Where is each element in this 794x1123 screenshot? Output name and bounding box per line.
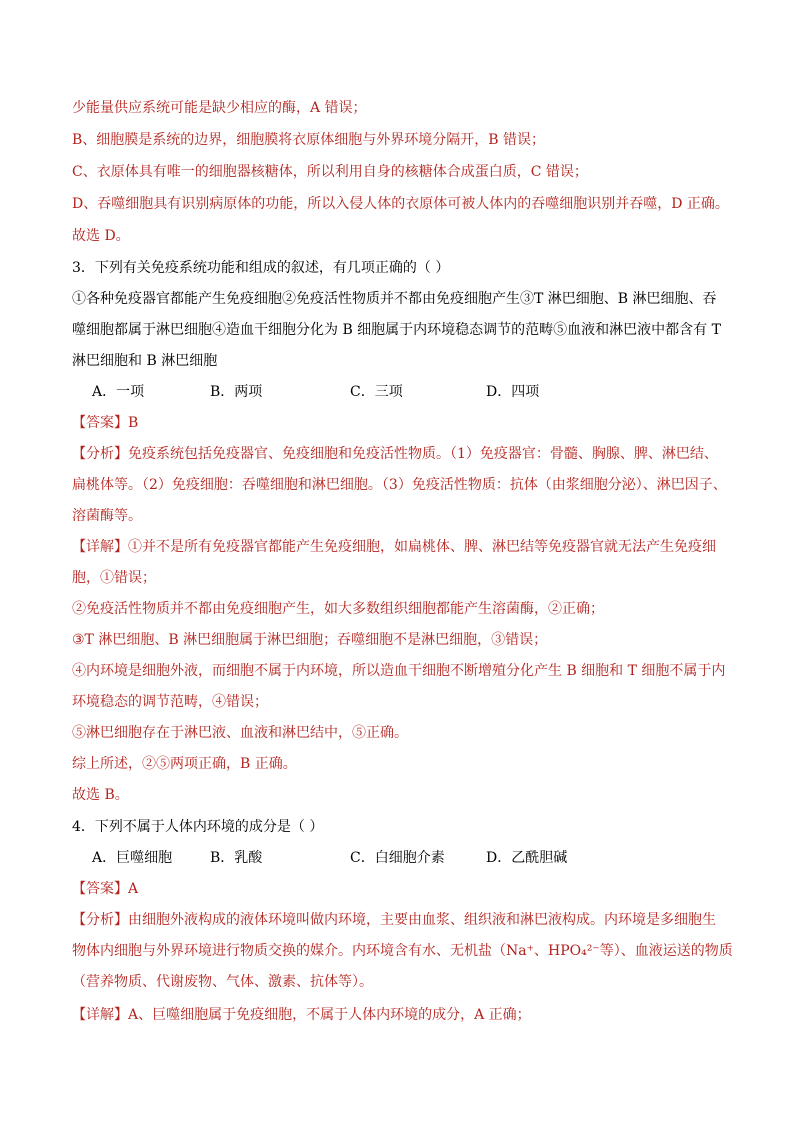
detail-tag: 【详解】 xyxy=(72,539,128,555)
q3-detail-line-4: ③T 淋巴细胞、B 淋巴细胞属于淋巴细胞；吞噬细胞不是淋巴细胞，③错误； xyxy=(72,632,548,648)
q3-option-d: D．四项 xyxy=(486,384,540,400)
q4-detail-line-1 xyxy=(72,1003,732,1027)
q2-line-2: B、细胞膜是系统的边界，细胞膜将衣原体细胞与外界环境分隔开，B 错误； xyxy=(72,132,546,148)
answer-value: B xyxy=(128,415,139,431)
q3-item-line-2: 噬细胞都属于淋巴细胞④造血干细胞分化为 B 细胞属于内环境稳态调节的范畴⑤血液和淋巴液中都含有 T xyxy=(72,322,721,338)
q3-option-a: A．一项 xyxy=(92,384,145,400)
answer-tag: 【答案】 xyxy=(72,881,128,897)
q3-analysis-line-1 xyxy=(72,442,732,466)
answer-tag: 【答案】 xyxy=(72,415,128,431)
detail-text: ①并不是所有免疫器官都能产生免疫细胞，如扁桃体、脾、淋巴结等免疫器官就无法产生免疫细 xyxy=(128,539,716,555)
q3-analysis-line-2: 扁桃体等。（2）免疫细胞：吞噬细胞和淋巴细胞。（3）免疫活性物质：抗体（由浆细胞分泌）、淋巴因子、 xyxy=(72,477,727,493)
q3-detail-line-6: 环境稳态的调节范畴，④错误； xyxy=(72,694,268,710)
q3-detail-line-1 xyxy=(72,535,732,559)
q3-analysis-line-3: 溶菌酶等。 xyxy=(72,508,142,524)
q3-option-b: B．两项 xyxy=(210,384,263,400)
q3-item-line-1: ①各种免疫器官都能产生免疫细胞②免疫活性物质并不都由免疫细胞产生③T 淋巴细胞、B 淋巴细胞、吞 xyxy=(72,291,717,307)
q2-line-1: 少能量供应系统可能是缺少相应的酶，A 错误； xyxy=(72,100,367,116)
q2-line-3: C、衣原体具有唯一的细胞器核糖体，所以利用自身的核糖体合成蛋白质，C 错误； xyxy=(72,164,588,180)
q3-answer xyxy=(72,411,732,435)
q3-detail-line-5: ④内环境是细胞外液，而细胞不属于内环境，所以造血干细胞不断增殖分化产生 B 细胞和 T 细胞不属于内 xyxy=(72,663,726,679)
q2-line-4: D、吞噬细胞具有识别病原体的功能，所以入侵人体的衣原体可被人体内的吞噬细胞识别并吞噬，D 正确。 xyxy=(72,196,729,212)
q4-option-c: C．白细胞介素 xyxy=(350,850,445,866)
q4-option-d: D．乙酰胆碱 xyxy=(486,850,568,866)
q3-detail-line-8: 综上所述，②⑤两项正确，B 正确。 xyxy=(72,756,297,772)
q4-option-b: B．乳酸 xyxy=(210,850,263,866)
q3-options xyxy=(72,380,732,404)
q3-stem: 3．下列有关免疫系统功能和组成的叙述，有几项正确的（ ） xyxy=(72,260,450,276)
analysis-tag: 【分析】 xyxy=(72,446,128,462)
q4-stem: 4．下列不属于人体内环境的成分是（ ） xyxy=(72,819,324,835)
detail-text: A、巨噬细胞属于免疫细胞，不属于人体内环境的成分，A 正确； xyxy=(128,1007,531,1023)
q4-analysis-line-1 xyxy=(72,908,732,932)
q4-option-a: A．巨噬细胞 xyxy=(92,850,173,866)
q3-detail-line-3: ②免疫活性物质并不都由免疫细胞产生，如大多数组织细胞都能产生溶菌酶，②正确； xyxy=(72,601,604,617)
q3-detail-line-7: ⑤淋巴细胞存在于淋巴液、血液和淋巴结中，⑤正确。 xyxy=(72,725,408,741)
analysis-text: 免疫系统包括免疫器官、免疫细胞和免疫活性物质。（1）免疫器官：骨髓、胸腺、脾、淋巴结、 xyxy=(128,446,718,462)
detail-tag: 【详解】 xyxy=(72,1007,128,1023)
q3-detail-line-9: 故选 B。 xyxy=(72,787,129,803)
answer-value: A xyxy=(128,881,139,897)
analysis-tag: 【分析】 xyxy=(72,912,128,928)
q4-answer xyxy=(72,877,732,901)
q3-detail-line-2: 胞，①错误； xyxy=(72,570,156,586)
q3-item-line-3: 淋巴细胞和 B 淋巴细胞 xyxy=(72,353,218,369)
q4-options xyxy=(72,846,732,870)
q4-analysis-line-3: （营养物质、代谢废物、气体、激素、抗体等）。 xyxy=(72,974,373,990)
q2-line-5: 故选 D。 xyxy=(72,228,130,244)
q4-analysis-line-2: 物体内细胞与外界环境进行物质交换的媒介。内环境含有水、无机盐（Na⁺、HPO₄²⁻等）、血液运送的物质 xyxy=(72,943,733,959)
q3-option-c: C．三项 xyxy=(350,384,403,400)
analysis-text: 由细胞外液构成的液体环境叫做内环境，主要由血浆、组织液和淋巴液构成。内环境是多细胞生 xyxy=(128,912,716,928)
